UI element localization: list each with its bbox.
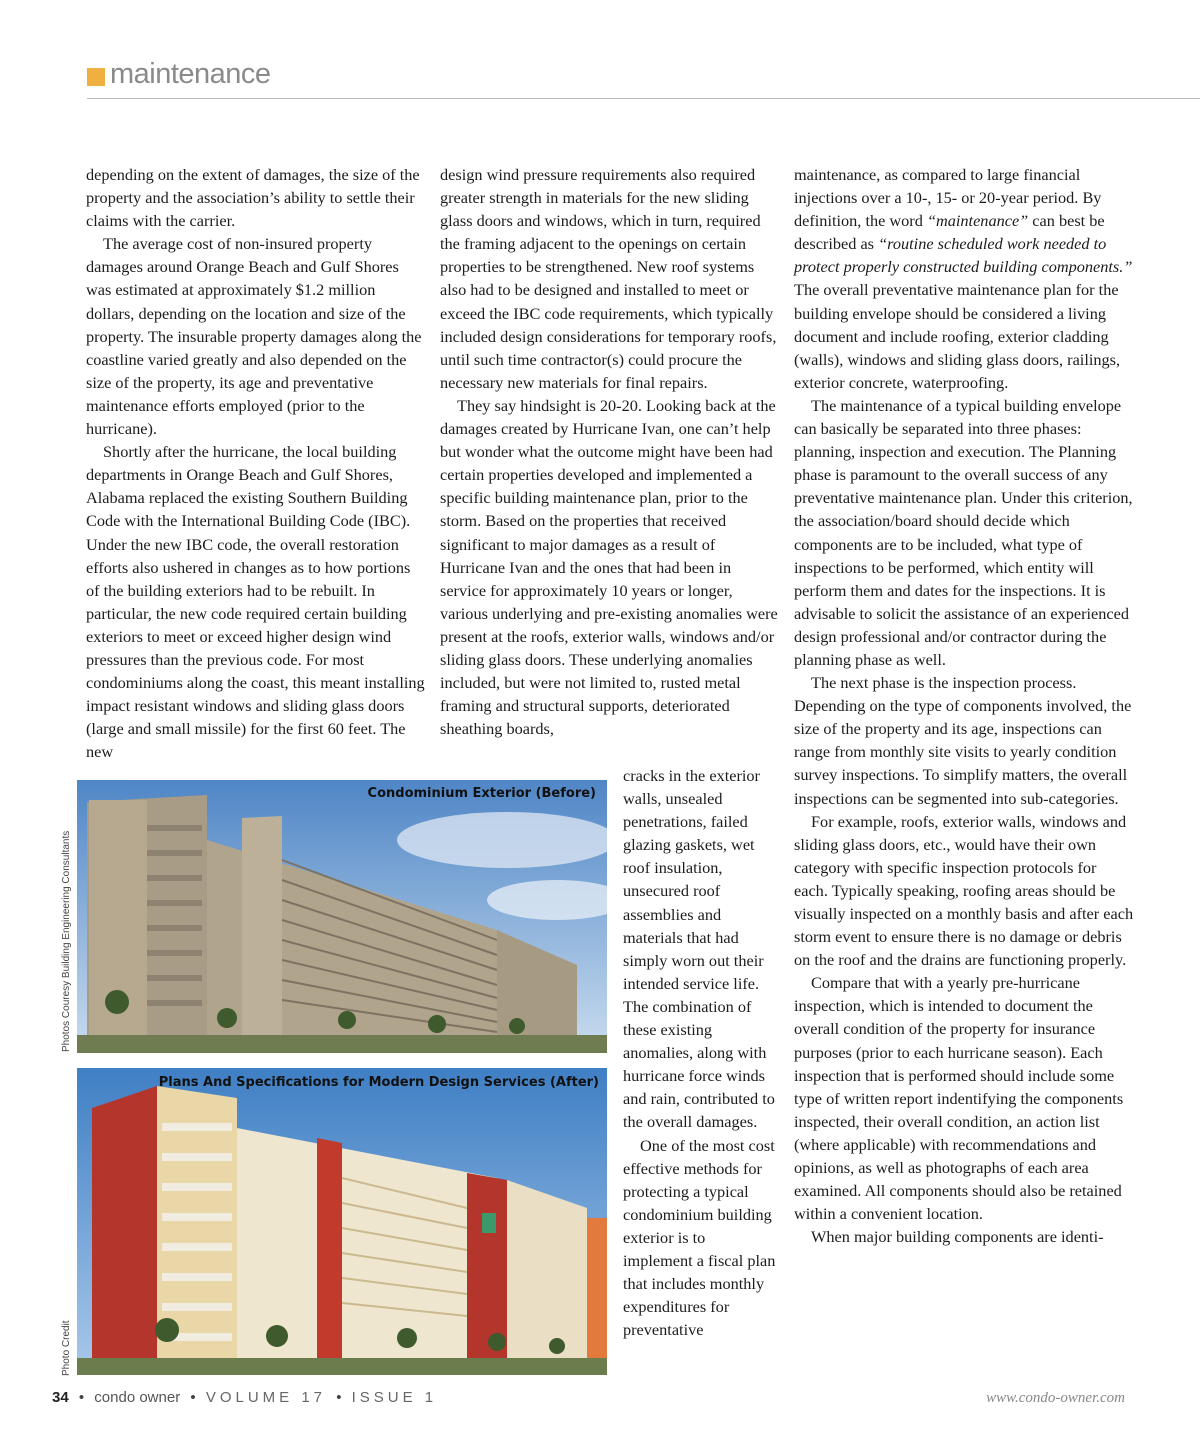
paragraph: cracks in the exterior walls, unsealed penetrations, failed glazing gaskets, wet roof insulation, unsecured roof assemblies and materials that had simply worn out their intended service life. The combination of these existing anomalies, along with hurricane force winds and rain, contributed to the overall damages. — [623, 766, 775, 1132]
text-column-2-continued — [623, 764, 778, 1341]
magazine-name: condo owner — [94, 1389, 181, 1406]
paragraph: One of the most cost effective methods for protecting a typical condominium building exterior is to implement a fiscal plan that includes monthly expenditures for preventative — [623, 1135, 776, 1340]
photo-before — [77, 780, 607, 1053]
photo-before-caption: Condominium Exterior (Before) — [367, 786, 596, 801]
paragraph: The next phase is the inspection process. Depending on the type of components involved, the size of the property and its age, inspections can range from monthly site visits to yearly condition survey inspections. To simplify matters, the overall inspections can be segmented into sub-categories. — [794, 673, 1132, 808]
photo-after-caption: Plans And Specifications for Modern Design Services (After) — [158, 1075, 599, 1090]
bullet-icon: • — [190, 1389, 196, 1406]
photo-credit-before: Photos Couresy Building Engineering Consultants — [61, 830, 72, 1052]
paragraph: design wind pressure requirements also required greater strength in materials for the new sliding glass doors and windows, which in turn, required the framing adjacent to the openings on certain properties to be strengthened. New roof systems also had to be designed and installed to meet or exceed the IBC code requirements, which typically included design considerations for temporary roofs, until such time contractor(s) could procure the necessary new materials for final repairs. — [440, 165, 777, 392]
photo-credit-after: Photo Credit — [61, 1320, 72, 1376]
text-column-3 — [794, 163, 1134, 1248]
header-rule — [87, 98, 1200, 99]
paragraph: For example, roofs, exterior walls, windows and sliding glass doors, etc., would have their own category with specific inspection protocols for each. Typically speaking, roofing areas should be visually inspected on a monthly basis and after each storm event to ensure there is no damage or debris on the roof and the drains are functioning properly. — [794, 811, 1134, 970]
website-url: www.condo-owner.com — [986, 1390, 1125, 1406]
paragraph: Shortly after the hurricane, the local building departments in Orange Beach and Gulf Shores, Alabama replaced the existing Southern Building Code with the International Building Code (IBC). Under the new IBC code, the overall restoration efforts also ushered in changes as to how portions of the building exteriors had to be rebuilt. In particular, the new code required certain building exteriors to meet or exceed higher design wind pressures than the previous code. For most condominiums along the coast, this meant installing impact resistant windows and sliding glass doors (large and small missile) for the first 60 feet. The new — [86, 442, 425, 762]
paragraph: depending on the extent of damages, the size of the property and the association’s ability to settle their claims with the carrier. — [86, 165, 420, 231]
section-title: maintenance — [110, 58, 271, 90]
paragraph: The average cost of non-insured property damages around Orange Beach and Gulf Shores was estimated at approximately $1.2 million dollars, depending on the location and size of the property. The insurable property damages along the coastline varied greatly and also depended on the size of the property, its age and preventative maintenance efforts employed (prior to the hurricane). — [86, 234, 422, 439]
bullet-icon: • — [336, 1389, 342, 1406]
page-footer — [52, 1389, 437, 1406]
paragraph: When major building components are identi- — [811, 1227, 1104, 1247]
photo-after — [77, 1068, 607, 1375]
section-accent-square — [87, 68, 105, 86]
text-column-2 — [440, 163, 780, 740]
paragraph: They say hindsight is 20-20. Looking back at the damages created by Hurricane Ivan, one can’t help but wonder what the outcome might have been had certain properties developed and implemented a specific building maintenance plan, prior to the storm. Based on the properties that received significant to major damages as a result of Hurricane Ivan and the ones that had been in service for approximately 10 years or longer, various underlying and pre-existing anomalies were present at the roofs, exterior walls, windows and/or sliding glass doors. These underlying anomalies included, but were not limited to, rusted metal framing and structural supports, deteriorated sheathing boards, — [440, 395, 778, 739]
paragraph: The maintenance of a typical building envelope can basically be separated into three phases: planning, inspection and execution. The Planning phase is paramount to the overall success of any preventative maintenance plan. Under this criterion, the association/board should decide which components are to be included, what type of inspections to be performed, which entity will perform them and dates for the inspections. It is advisable to solicit the assistance of an experienced design professional and/or contractor during the planning phase as well. — [794, 395, 1133, 669]
volume-label: VOLUME 17 — [205, 1389, 327, 1406]
page-number: 34 — [52, 1389, 69, 1406]
issue-label: ISSUE 1 — [351, 1389, 438, 1406]
bullet-icon: • — [78, 1389, 85, 1406]
text-column-1 — [86, 163, 426, 763]
paragraph: Compare that with a yearly pre-hurricane inspection, which is intended to document the overall condition of the property for insurance purposes (prior to each hurricane season). Each inspection that is performed should include some type of written report indentifying the components inspected, their overall condition, an action list (where applicable) with recommendations and opinions, as well as photographs of each area examined. All components should also be retained within a convenient location. — [794, 973, 1124, 1224]
paragraph: maintenance, as compared to large financial injections over a 10-, 15- or 20-year period. By definition, the word “maintenance” can best be described as “routine scheduled work needed to protect properly constructed building components.” The overall preventative maintenance plan for the building envelope should be considered a living document and include roofing, exterior cladding (walls), windows and sliding glass doors, railings, exterior concrete, waterproofing. — [794, 165, 1133, 392]
